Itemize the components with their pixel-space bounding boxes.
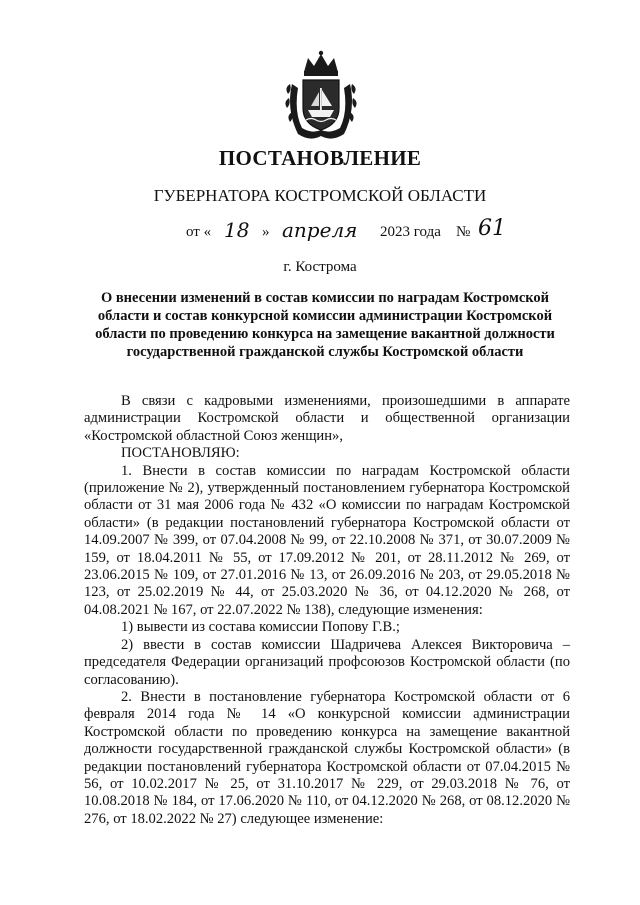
issuer-subtitle: ГУБЕРНАТОРА КОСТРОМСКОЙ ОБЛАСТИ [153,186,487,205]
document-number-handwritten: 61 [478,216,506,241]
date-day-handwritten: 18 [224,218,250,242]
document-title: ПОСТАНОВЛЕНИЕ [218,146,422,170]
item-1-1-paragraph: 1) вывести из состава комиссии Попову Г.В.; [121,619,400,636]
item-1-paragraph: 1. Внести в состав комиссии по наградам Костромской области (приложение № 2), утвержденный постановлением губернатора Костромской области от 31 мая 2006 года № 432 «О комиссии по наградам Костромской области» (в редакции постановлений губернатора Костромской области от 14.09.2007 № 399, от 07.04.2008 № 99, от 22.10.2008 № 371, от 30.07.2009 № 159, от 18.04.2011 № 55, от 17.09.2012 № 201, от 28.11.2012 № 269, от 23.06.2015 № 109, от 27.01.2016 № 13, от 26.09.2016 № 203, от 29.05.2018 № 123, от 25.02.2019 № 44, от 25.03.2020 № 36, от 04.12.2020 № 268, от 04.08.2021 № 167, от 22.07.2022 № 138), следующие изменения: [84,462,570,618]
decree-paragraph: ПОСТАНОВЛЯЮ: [121,445,240,462]
date-prefix: от « [186,224,212,240]
preamble-paragraph: В связи с кадровыми изменениями, произошедшими в аппарате администрации Костромской области и общественной организации «Костромской областной Союз женщин», [84,393,570,444]
item-1-2-paragraph: 2) ввести в состав комиссии Шадричева Алексея Викторовича – председателя Федерации организаций профсоюзов Костромской области (по согласованию). [84,636,570,688]
document-heading: О внесении изменений в состав комиссии по наградам Костромской области и состав конкурсной комиссии администрации Костромской области по проведению конкурса на замещение вакантной должности государственной гражданской службы Костромской области [95,290,555,360]
coat-of-arms-icon [284,50,358,142]
item-2-paragraph: 2. Внести в постановление губернатора Костромской области от 6 февраля 2014 года № 14 «О конкурсной комиссии администрации Костромской области по проведению конкурса на замещение вакантной должности государственной гражданской службы Костромской области» (в редакции постановлений губернатора Костромской области от 07.04.2015 № 56, от 10.02.2017 № 25, от 31.10.2017 № 229, от 29.03.2018 № 76, от 10.08.2018 № 184, от 17.06.2020 № 110, от 04.12.2020 № 268, от 08.12.2020 № 276, от 18.02.2022 № 27) следующее изменение: [84,688,570,827]
date-year: 2023 года [380,224,441,240]
number-label: № [456,224,471,240]
date-quote-close: » [262,224,270,240]
document-body [84,393,570,828]
date-month-handwritten: апреля [282,218,358,242]
city: г. Кострома [283,259,357,275]
date-number-line [0,218,640,248]
